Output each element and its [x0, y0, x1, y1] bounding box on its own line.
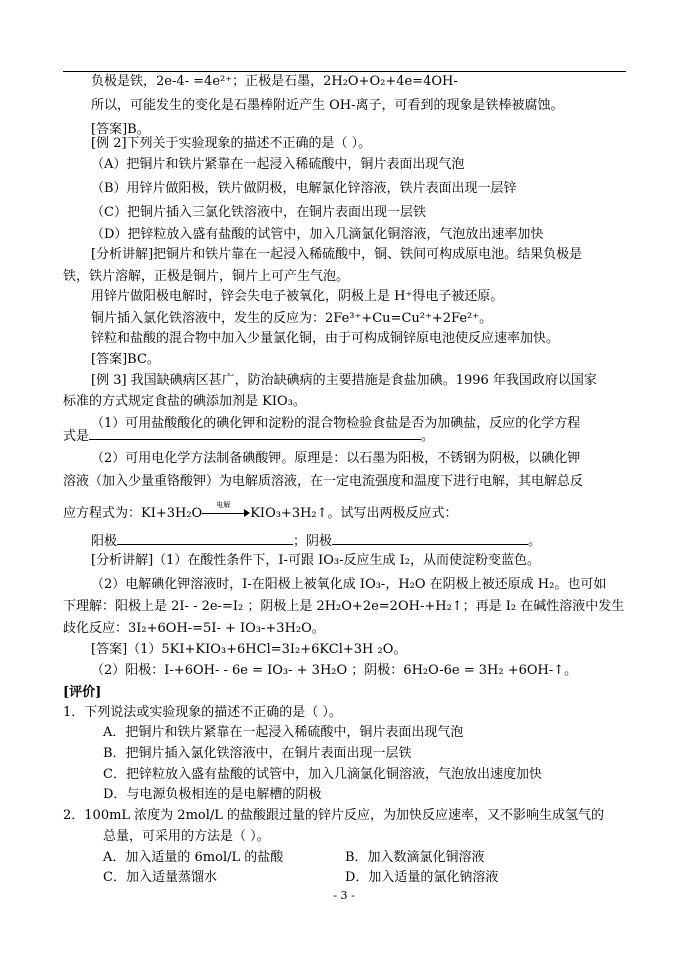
text-line: 负极是铁，2e-4- =4e²⁺；正极是石墨，2H₂O+O₂+4e=4OH- [91, 74, 458, 89]
answer-blank [89, 427, 421, 440]
answer-line: [答案]BC。 [91, 352, 160, 367]
answer-line: （2）阳极：I-+6OH- - 6e = IO₃- + 3H₂O ；阴极：6H₂O-6e = 3H₂ +6OH-↑。 [91, 663, 578, 678]
answer-blank [332, 532, 528, 545]
question-line: 1．下列说法或实验现象的描述不正确的是（ ）。 [63, 705, 342, 720]
text-line: 总量，可采用的方法是（ ）。 [103, 829, 270, 844]
answer-blank [117, 532, 293, 545]
electrolysis-arrow-icon [202, 501, 250, 517]
text-span: 式是 [63, 429, 90, 444]
section-heading: [评价] [63, 685, 102, 700]
text-span: 应方程式为：KI+3H₂O [63, 506, 203, 521]
text-span: KIO₃+3H₂↑。试写出两极反应式： [250, 506, 458, 521]
fill-blank-line [63, 427, 434, 446]
example-heading: [例 3] 我国缺碘病区甚广，防治缺碘病的主要措施是食盐加碘。1996 年我国政府以国家 [91, 373, 597, 388]
option-line: （D）把锌粒放入盛有盐酸的试管中，加入几滴氯化铜溶液，气泡放出速率加快 [91, 227, 544, 242]
text-line: 锌粒和盐酸的混合物中加入少量氯化铜，由于可构成铜锌原电池使反应速率加快。 [91, 331, 560, 346]
text-span: 。 [421, 429, 435, 444]
analysis-line: [分析讲解]把铜片和铁片靠在一起浸入稀硫酸中，铜、铁间可构成原电池。结果负极是 [91, 247, 583, 262]
text-line: （2）电解碘化钾溶液时，I-在阳极上被氧化成 IO₃-，H₂O 在阴极上被还原成 H₂。也可如 [91, 577, 607, 592]
option-line: （C）把铜片插入三氯化铁溶液中，在铜片表面出现一层铁 [91, 205, 426, 220]
text-span: ；阴极 [293, 534, 333, 549]
option-line: （A）把铜片和铁片紧靠在一起浸入稀硫酸中，铜片表面出现气泡 [91, 157, 465, 172]
text-line: 铁，铁片溶解，正极是铜片，铜片上可产生气泡。 [63, 269, 350, 284]
fill-blank-line [91, 532, 541, 551]
option-line: D．与电源负极相连的是电解槽的阴极 [103, 787, 322, 802]
option-a: A．加入适量的 6mol/L 的盐酸 [103, 850, 284, 865]
equation-line [63, 501, 458, 523]
text-line: [答案]B。 [91, 122, 150, 137]
question-line: （2）可用电化学方法制备碘酸钾。原理是：以石墨为阳极，不锈钢为阴极，以碘化钾 [91, 451, 581, 466]
option-line: （B）用锌片做阳极，铁片做阴极，电解氯化锌溶液，铁片表面出现一层锌 [91, 181, 517, 196]
text-span: 阳极 [91, 534, 118, 549]
option-line: A．把铜片和铁片紧靠在一起浸入稀硫酸中，铜片表面出现气泡 [103, 725, 464, 740]
header-rule [63, 71, 626, 72]
text-line: 用锌片做阳极电解时，锌会失电子被氧化，阴极上是 H⁺得电子被还原。 [91, 289, 504, 304]
text-line: 溶液（加入少量重铬酸钾）为电解质溶液，在一定电流强度和温度下进行电解，其电解总反 [63, 474, 584, 489]
text-line: 铜片插入氯化铁溶液中，发生的反应为：2Fe³⁺+Cu=Cu²⁺+2Fe²⁺。 [91, 311, 493, 326]
option-line: C．把锌粒放入盛有盐酸的试管中，加入几滴氯化铜溶液，气泡放出速度加快 [103, 767, 542, 782]
text-span: 。 [528, 534, 542, 549]
page-number: - 3 - [333, 889, 355, 902]
text-line: 下理解：阳极上是 2I- - 2e-=I₂ ；阴极上是 2H₂O+2e=2OH-+H₂↑；再是 I₂ 在碱性溶液中发生 [63, 599, 625, 614]
text-line: 标准的方式规定食盐的碘添加剂是 KIO₃。 [63, 394, 306, 409]
text-line: 歧化反应：3I₂+6OH-=5I- + IO₃-+3H₂O。 [63, 621, 325, 636]
option-b: B．加入数滴氯化铜溶液 [345, 850, 485, 865]
question-line: 2．100mL 浓度为 2mol/L 的盐酸跟过量的锌片反应，为加快反应速率，又不影响生成氢气的 [63, 808, 605, 823]
answer-line: [答案]（1）5KI+KIO₃+6HCl=3I₂+6KCl+3H ₂O。 [91, 642, 407, 657]
question-line: （1）可用盐酸酸化的碘化钾和淀粉的混合物检验食盐是否为加碘盐，反应的化学方程 [91, 416, 581, 431]
option-line: B．把铜片插入氯化铁溶液中，在铜片表面出现一层铁 [103, 746, 412, 761]
option-c: C．加入适量蒸馏水 [103, 870, 217, 885]
example-heading: [例 2]下列关于实验现象的描述不正确的是（ ）。 [91, 136, 372, 151]
option-d: D．加入适量的氯化钠溶液 [345, 870, 499, 885]
text-line: 所以，可能发生的变化是石墨棒附近产生 OH-离子，可看到的现象是铁棒被腐蚀。 [91, 98, 564, 113]
analysis-line: [分析讲解]（1）在酸性条件下，I-可跟 IO₃-反应生成 I₂，从而使淀粉变蓝色。 [91, 553, 540, 568]
arrow-label: 电解 [216, 501, 231, 509]
